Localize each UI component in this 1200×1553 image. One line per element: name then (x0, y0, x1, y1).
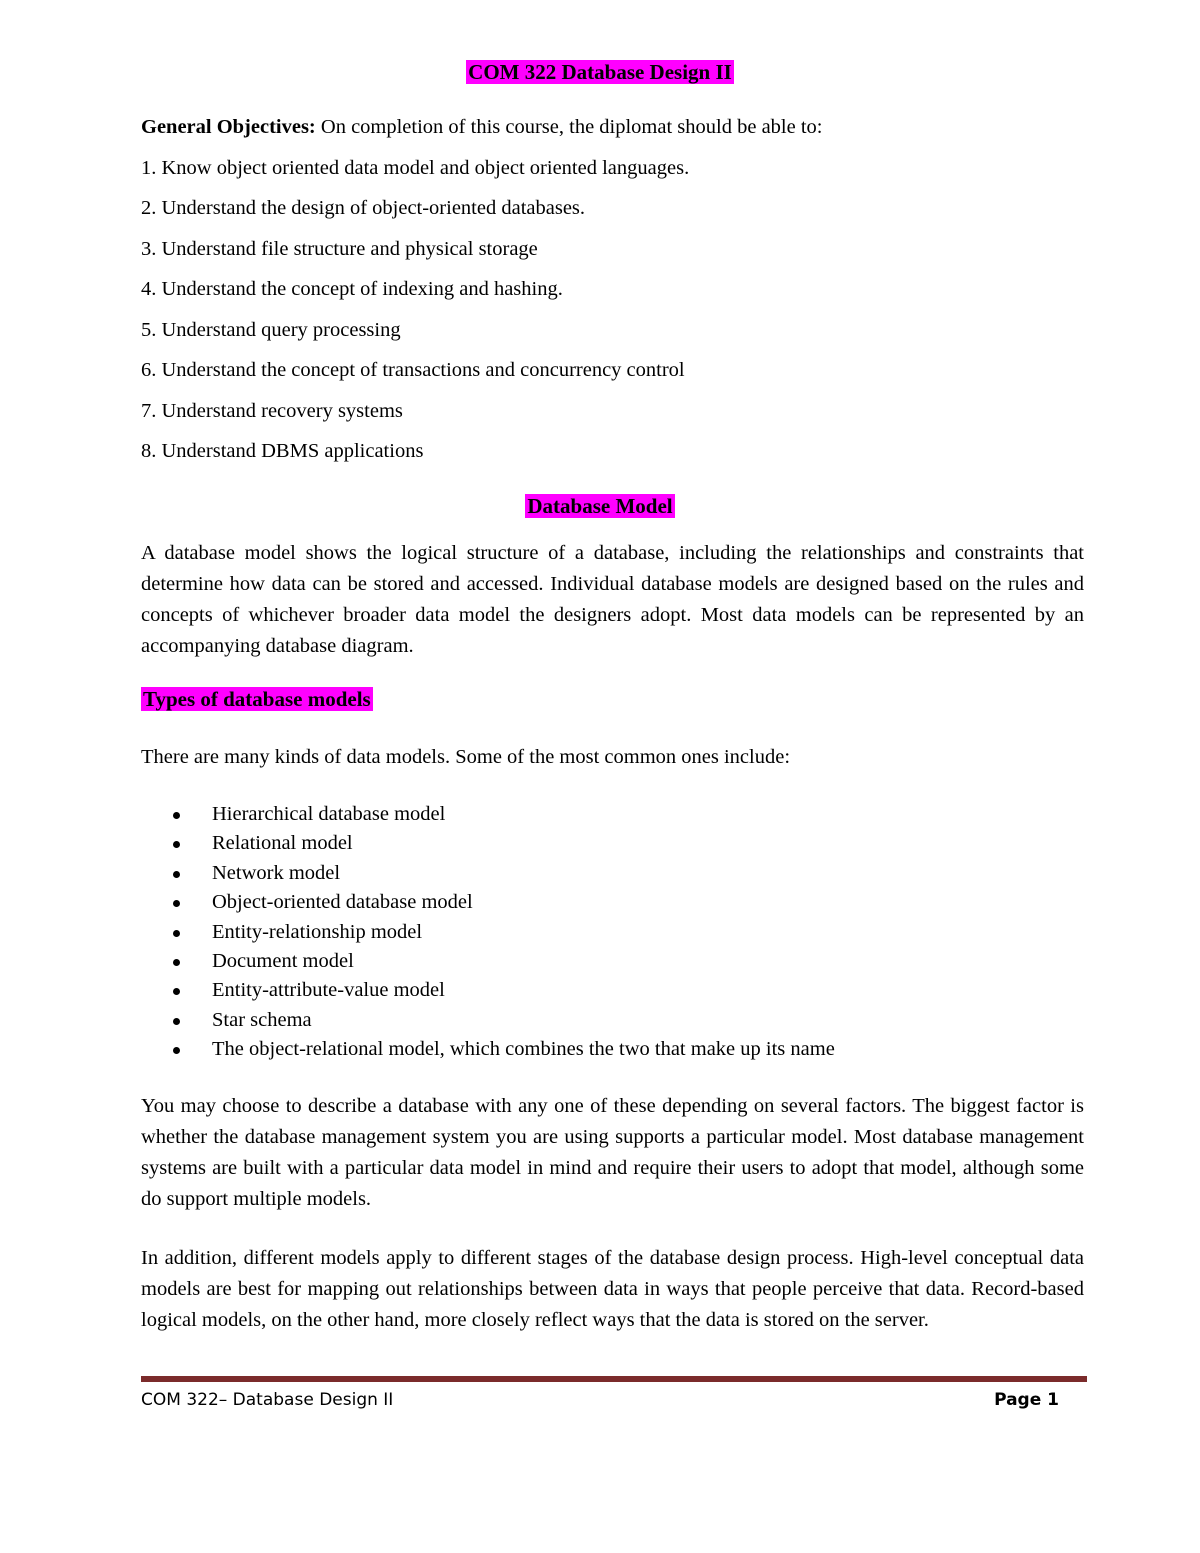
database-model-heading-block (0, 492, 1200, 520)
document-title-block (0, 58, 1200, 86)
bullet-icon (173, 959, 180, 966)
objective-item: 6. Understand the concept of transactions and concurrency control (141, 359, 685, 381)
list-item (141, 947, 1084, 976)
objective-item: 7. Understand recovery systems (141, 399, 403, 422)
bullet-icon (173, 1018, 180, 1025)
list-item (141, 859, 1084, 888)
list-item-text: Entity-relationship model (212, 920, 423, 943)
list-item (141, 800, 1084, 829)
list-item (141, 918, 1084, 947)
bullet-icon (173, 930, 180, 937)
database-model-heading: Database Model (527, 494, 673, 518)
list-item-text: Document model (212, 949, 354, 972)
database-model-section (141, 538, 1084, 662)
types-heading-block (141, 685, 373, 713)
list-item (141, 976, 1084, 1005)
footer-divider (141, 1376, 1087, 1382)
general-objectives-section (141, 112, 1084, 477)
objectives-lead-text: On completion of this course, the diplomat should be able to: (315, 116, 823, 138)
objectives-lead-label: General Objectives: (141, 116, 316, 138)
database-model-paragraph: A database model shows the logical structure of a database, including the relationships and constraints that determine how data can be stored and accessed. Individual database models are designed based on the rules and concepts of whichever broader data model the designers adopt. Most data models can be represented by an accompanying database diagram. (141, 542, 1084, 657)
list-item-text: Star schema (212, 1008, 312, 1031)
bullet-icon (173, 841, 180, 848)
bullet-icon (173, 812, 180, 819)
objective-item: 1. Know object oriented data model and object oriented languages. (141, 156, 690, 179)
objectives-lead (141, 112, 1084, 143)
bullet-icon (173, 900, 180, 907)
bullet-icon (173, 1047, 180, 1054)
choose-model-section (141, 1091, 1084, 1215)
list-item (141, 829, 1084, 858)
list-item-text: Relational model (212, 832, 353, 855)
objective-item: 2. Understand the design of object-oriented databases. (141, 197, 586, 219)
choose-model-paragraph: You may choose to describe a database with any one of these depending on several factors. The biggest factor is whether the database management system you are using supports a particular model. Most database management systems are built with a particular data model in mind and require their users to adopt that model, although some do support multiple models. (141, 1095, 1084, 1210)
list-item-text: Network model (212, 861, 341, 884)
types-heading: Types of database models (143, 687, 371, 711)
model-types-list (141, 800, 1084, 1065)
list-item-text: Hierarchical database model (212, 803, 446, 825)
document-title: COM 322 Database Design II (468, 60, 732, 84)
footer-course-title: COM 322– Database Design II (141, 1390, 394, 1410)
design-stages-section (141, 1243, 1084, 1336)
objective-item: 5. Understand query processing (141, 318, 401, 341)
list-item-text: Entity-attribute-value model (212, 979, 445, 1002)
bullet-icon (173, 871, 180, 878)
types-intro: There are many kinds of data models. Some of the most common ones include: (141, 746, 791, 768)
list-item-text: Object-oriented database model (212, 891, 473, 914)
objective-item: 3. Understand file structure and physical storage (141, 237, 538, 260)
objective-item: 8. Understand DBMS applications (141, 440, 424, 462)
design-stages-paragraph: In addition, different models apply to different stages of the database design process. High-level conceptual data models are best for mapping out relationships between data in ways that people perceive that data. Record-based logical models, on the other hand, more closely reflect ways that the data is stored on the server. (141, 1247, 1084, 1331)
types-intro-section (141, 742, 1084, 773)
bullet-icon (173, 988, 180, 995)
list-item-text: The object-relational model, which combines the two that make up its name (212, 1038, 835, 1061)
objective-item: 4. Understand the concept of indexing and hashing. (141, 278, 563, 300)
list-item (141, 1006, 1084, 1035)
footer-page-number: Page 1 (994, 1390, 1059, 1410)
list-item (141, 888, 1084, 917)
list-item (141, 1035, 1084, 1064)
